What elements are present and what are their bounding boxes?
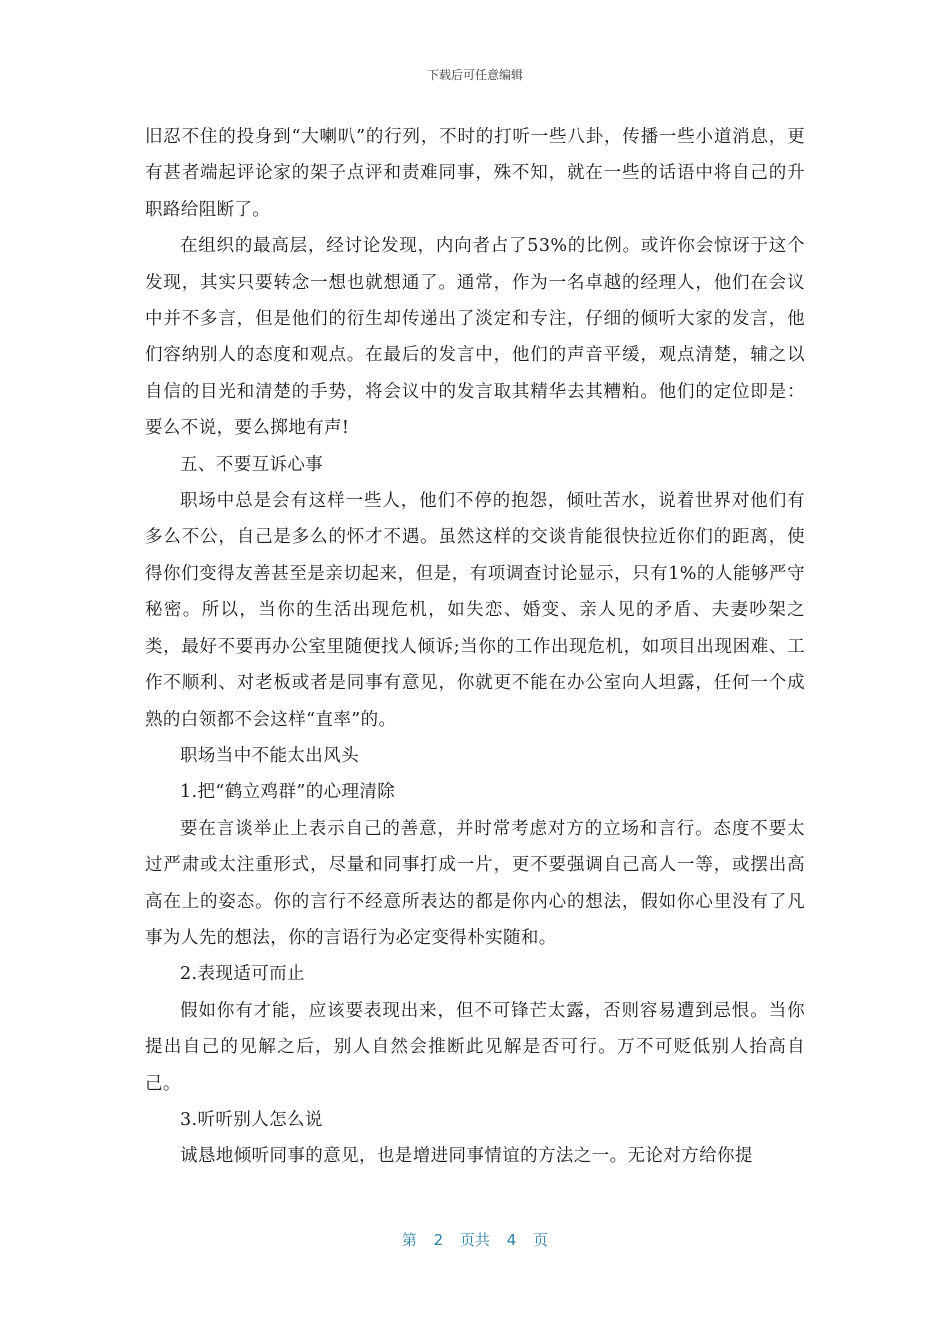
section-heading: 职场当中不能太出风头 bbox=[180, 745, 359, 766]
subheading-3: 3.听听别人怎么说 bbox=[180, 1109, 323, 1130]
paragraph-1: 旧忍不住的投身到“大喇叭”的行列，不时的打听一些八卦，传播一些小道消息，更有甚者端起评论家的架子点评和责难同事，殊不知，就在一些的话语中将自己的升职路给阻断了。 bbox=[145, 127, 805, 220]
paragraph-4: 要在言谈举止上表示自己的善意，并时常考虑对方的立场和言行。态度不要太过严肃或太注重形式，尽量和同事打成一片，更不要强调自己高人一等，或摆出高高在上的姿态。你的言行不经意所表达的都是你内心的想法，假如你心里没有了凡事为人先的想法，你的言语行为必定变得朴实随和。 bbox=[145, 818, 805, 948]
paragraph-5: 假如你有才能，应该要表现出来，但不可锋芒太露，否则容易遭到忌恨。当你提出自己的见解之后，别人自然会推断此见解是否可行。万不可贬低别人抬高自己。 bbox=[145, 1000, 805, 1094]
document-body bbox=[145, 119, 805, 1175]
paragraph-3: 职场中总是会有这样一些人，他们不停的抱怨，倾吐苦水，说着世界对他们有多么不公，自己是多么的怀才不遇。虽然这样的交谈肯能很快拉近你们的距离，使得你们变得友善甚至是亲切起来，但是，有项调查讨论显示，只有1%的人能够严守秘密。所以，当你的生活出现危机，如失恋、婚变、亲人见的矛盾、夫妻吵架之类，最好不要再办公室里随便找人倾诉;当你的工作出现危机，如项目出现困难、工作不顺利、对老板或者是同事有意见，你就更不能在办公室向人坦露，任何一个成熟的白领都不会这样“直率”的。 bbox=[145, 491, 805, 730]
paragraph-6: 诚恳地倾听同事的意见，也是增进同事情谊的方法之一。无论对方给你提 bbox=[180, 1146, 753, 1167]
page-header: 下载后可任意编辑 bbox=[426, 68, 523, 82]
paragraph-2: 在组织的最高层，经讨论发现，内向者占了53%的比例。或许你会惊讶于这个发现，其实只要转念一想也就想通了。通常，作为一名卓越的经理人，他们在会议中并不多言，但是他们的衍生却传递出了淡定和专注，仔细的倾听大家的发言，他们容纳别人的态度和观点。在最后的发言中，他们的声音平缓，观点清楚，辅之以自信的目光和清楚的手势，将会议中的发言取其精华去其糟粕。他们的定位即是：要么不说，要么掷地有声! bbox=[145, 236, 805, 439]
page-footer: 第 2 页共 4 页 bbox=[401, 1231, 549, 1249]
subheading-1: 1.把“鹤立鸡群”的心理清除 bbox=[180, 782, 396, 803]
subheading-2: 2.表现适可而止 bbox=[180, 964, 305, 985]
section-heading-5: 五、不要互诉心事 bbox=[180, 454, 324, 475]
